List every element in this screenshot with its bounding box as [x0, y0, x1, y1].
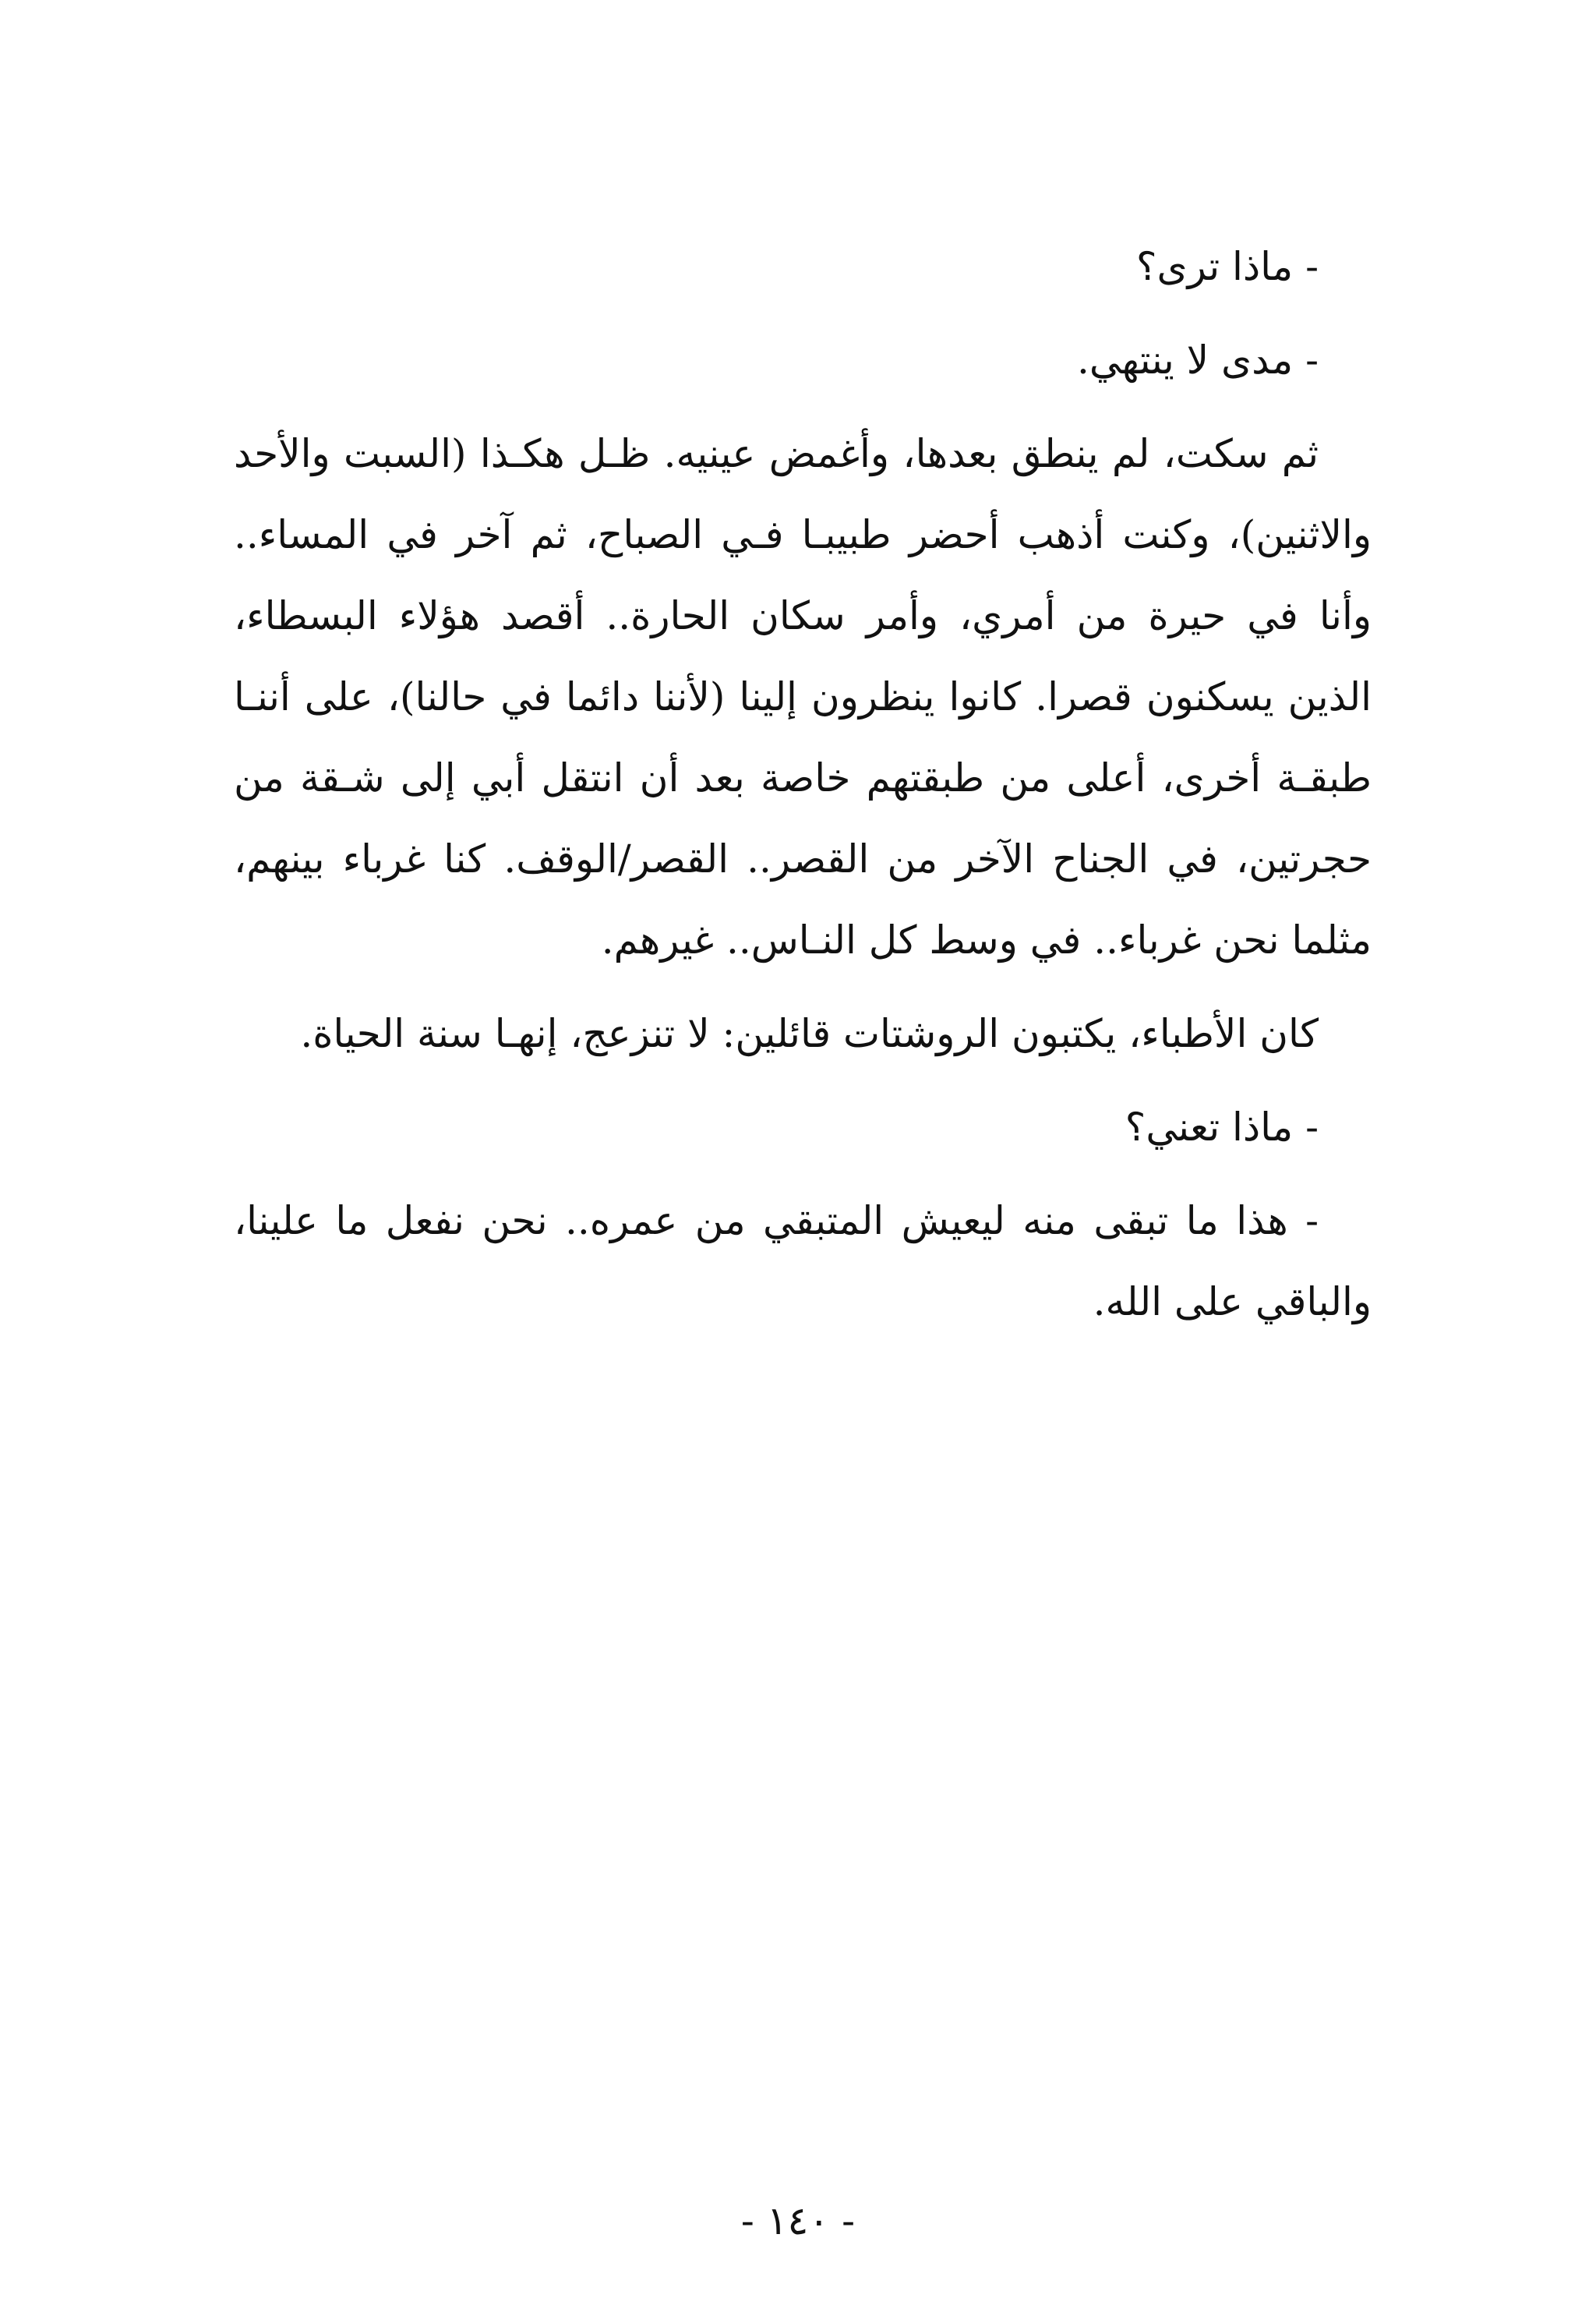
page-number: - ١٤٠ -: [740, 2198, 856, 2243]
paragraph-1: ثم سكت، لم ينطق بعدها، وأغمض عينيه. ظـل هكـذا (السبت والأحد والاثنين)، وكنت أذهب أحضر طبيبـا فـي الصباح، ثم آخر في المساء.. وأنا في حيرة من أمري، وأمر سكان الحارة.. أقصد هؤلاء البسطاء، الذين يسكنون قصرا. كانوا ينظرون إلينا (لأننا دائما في حالنا)، على أننـا طبقـة أخرى، أعلى من طبقتهم خاصة بعد أن انتقل أبي إلى شـقة من حجرتين، في الجناح الآخر من القصر.. القصر/الوقف. كنا غرباء بينهم، مثلما نحن غرباء.. في وسط كل النـاس.. غيرهم.: [234, 431, 1372, 963]
body-text: [234, 226, 1372, 1355]
dialogue-line-question-1: - ماذا ترى؟: [1135, 244, 1319, 289]
dialogue-line-answer-1: - مدى لا ينتهي.: [1077, 338, 1319, 383]
dialogue-line-question-2: - ماذا تعني؟: [1125, 1105, 1319, 1150]
paragraph-2: كان الأطباء، يكتبون الروشتات قائلين: لا تنزعج، إنهـا سنة الحياة.: [300, 1011, 1319, 1056]
dialogue-line-answer-2: - هذا ما تبقى منه ليعيش المتبقي من عمره.. نحن نفعل ما علينا، والباقي على الله.: [234, 1198, 1372, 1324]
